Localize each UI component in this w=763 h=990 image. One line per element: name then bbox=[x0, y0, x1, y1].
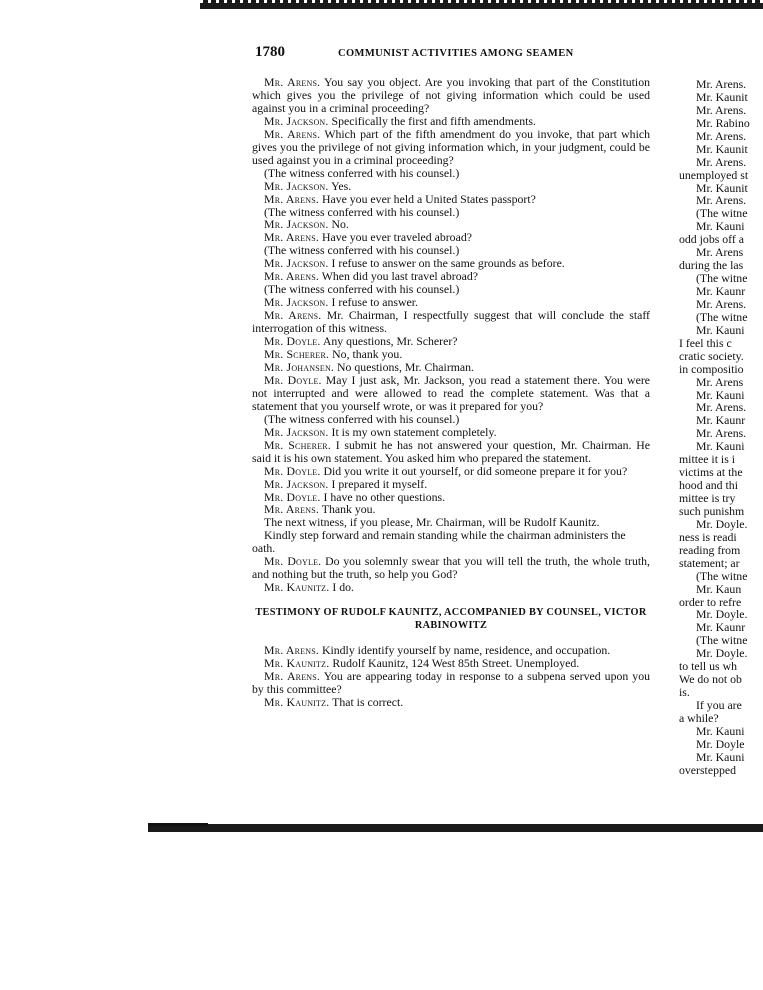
fragment-line: overstepped bbox=[679, 762, 736, 777]
fragment-line: cratic society. bbox=[679, 348, 744, 363]
fragment-line: Mr. Arens. bbox=[696, 193, 747, 208]
main-text-column bbox=[252, 76, 650, 709]
paragraph-text: The next witness, if you please, Mr. Chairman, will be Rudolf Kaunitz. bbox=[264, 515, 600, 530]
speaker-name: Mr. Jackson. bbox=[264, 217, 329, 232]
fragment-line: Mr. Arens. bbox=[696, 426, 747, 441]
fragment-line: odd jobs off a bbox=[679, 232, 744, 247]
fragment-line: Mr. Arens. bbox=[696, 296, 747, 311]
fragment-line: If you are bbox=[696, 698, 742, 712]
fragment-line: Mr. Kauni bbox=[696, 439, 745, 454]
speaker-name: Mr. Doyle. bbox=[264, 372, 322, 387]
fragment-line: mittee it is i bbox=[679, 452, 736, 467]
paragraph-text: Which part of the fifth amendment do you invoke, that part which gives you the privilege of not giving information which, in your judgment, could be used against you in a criminal proceeding? bbox=[252, 126, 650, 167]
bottom-scan-border-tip bbox=[148, 823, 208, 826]
fragment-line: order to refre bbox=[679, 594, 742, 609]
fragment-line: (The witne bbox=[696, 206, 748, 221]
transcript-paragraph bbox=[252, 696, 650, 709]
paragraph-text: I have no other questions. bbox=[320, 489, 446, 504]
paragraph-text: When did you last travel abroad? bbox=[319, 269, 478, 284]
fragment-line: Mr. Arens bbox=[696, 245, 744, 260]
fragment-line: (The witne bbox=[696, 309, 748, 324]
fragment-line: Mr. Kaunit bbox=[696, 180, 748, 195]
paragraph-text: Did you write it out yourself, or did someone prepare it for you? bbox=[320, 463, 628, 478]
speaker-name: Mr. Arens. bbox=[264, 230, 319, 245]
fragment-line: Mr. Kauni bbox=[696, 387, 745, 402]
paragraph-text: No. bbox=[328, 217, 349, 232]
fragment-line: (The witne bbox=[696, 633, 748, 648]
speaker-name: Mr. Kaunitz. bbox=[264, 694, 330, 709]
fragment-line: statement; ar bbox=[679, 555, 740, 570]
speaker-name: Mr. Arens. bbox=[264, 269, 319, 284]
transcript-paragraph bbox=[252, 76, 650, 115]
adjacent-page-fragment-column bbox=[679, 78, 763, 777]
paragraph-text: (The witness conferred with his counsel.) bbox=[264, 204, 460, 219]
paragraph-text: I submit he has not answered your question, Mr. Chairman. He said it is his own statement. You asked him who prepared the statement. bbox=[252, 437, 650, 465]
transcript-paragraph bbox=[252, 670, 650, 696]
paragraph-text: I do. bbox=[329, 580, 354, 595]
fragment-line: I feel this c bbox=[679, 335, 732, 350]
speaker-name: Mr. Doyle. bbox=[264, 463, 321, 478]
paragraph-text: (The witness conferred with his counsel.) bbox=[264, 411, 460, 426]
transcript-paragraphs-after-heading bbox=[252, 644, 650, 709]
fragment-line: (The witne bbox=[696, 271, 748, 286]
fragment-line: unemployed st bbox=[679, 167, 749, 182]
speaker-name: Mr. Arens. bbox=[264, 75, 321, 89]
paragraph-text: No, thank you. bbox=[329, 347, 403, 362]
fragment-line: Mr. Arens. bbox=[696, 128, 747, 143]
fragment-line: Mr. Kaun bbox=[696, 581, 742, 596]
fragment-line: Mr. Rabino bbox=[696, 115, 750, 130]
paragraph-text: Specifically the first and fifth amendments. bbox=[328, 113, 536, 128]
paragraph-text: That is correct. bbox=[329, 694, 404, 709]
fragment-line: Mr. Doyle. bbox=[696, 646, 748, 661]
speaker-name: Mr. Johansen. bbox=[264, 359, 335, 374]
fragment-line: (The witne bbox=[696, 568, 748, 583]
paragraph-text: Kindly identify yourself by name, residence, and occupation. bbox=[319, 643, 611, 658]
fragment-line: Mr. Kauni bbox=[696, 723, 745, 738]
fragment-line: in compositio bbox=[679, 361, 744, 376]
speaker-name: Mr. Jackson. bbox=[264, 424, 329, 439]
speaker-name: Mr. Jackson. bbox=[264, 476, 329, 491]
speaker-name: Mr. Arens. bbox=[264, 502, 319, 517]
speaker-name: Mr. Doyle. bbox=[264, 334, 321, 349]
paragraph-text: (The witness conferred with his counsel.) bbox=[264, 282, 460, 297]
fragment-line: Mr. Arens. bbox=[696, 400, 747, 415]
fragment-line: such punishm bbox=[679, 503, 745, 518]
paragraph-text: May I just ask, Mr. Jackson, you read a statement there. You were not interrupted and were allowed to read the complete statement. Was that a statement that you yourself wrote, or was it prepared for you? bbox=[252, 372, 650, 413]
speaker-name: Mr. Jackson. bbox=[264, 113, 329, 128]
paragraph-text: It is my own statement completely. bbox=[328, 424, 497, 439]
paragraph-text: Do you solemnly swear that you will tell the truth, the whole truth, and nothing but the truth, so help you God? bbox=[252, 554, 650, 582]
fragment-line: Mr. Kaunit bbox=[696, 141, 748, 156]
transcript-paragraph bbox=[252, 374, 650, 413]
fragment-line: is. bbox=[679, 685, 690, 700]
speaker-name: Mr. Arens. bbox=[264, 669, 321, 684]
speaker-name: Mr. Scherer. bbox=[264, 347, 330, 362]
fragment-line: Mr. Kaunit bbox=[696, 89, 748, 104]
fragment-line: Mr. Doyle bbox=[696, 736, 745, 751]
transcript-paragraph bbox=[252, 555, 650, 581]
paragraph-text: Yes. bbox=[328, 178, 352, 193]
speaker-name: Mr. Scherer. bbox=[264, 437, 331, 452]
speaker-name: Mr. Jackson. bbox=[264, 295, 329, 310]
paragraph-text: You say you object. Are you invoking that part of the Constitution which gives you the privilege of not giving information which could be used against you in a criminal proceeding? bbox=[252, 75, 650, 115]
running-head: COMMUNIST ACTIVITIES AMONG SEAMEN bbox=[338, 48, 574, 59]
page-header bbox=[255, 44, 655, 64]
section-heading: TESTIMONY OF RUDOLF KAUNITZ, ACCOMPANIED BY COUNSEL, VICTOR RABINOWITZ bbox=[255, 607, 647, 632]
fragment-line: hood and thi bbox=[679, 478, 738, 493]
speaker-name: Mr. Jackson. bbox=[264, 256, 329, 271]
paragraph-text: Any questions, Mr. Scherer? bbox=[320, 334, 458, 349]
top-scan-border-perforation bbox=[200, 0, 763, 3]
fragment-line: Mr. Doyle. bbox=[696, 516, 748, 531]
fragment-line: Mr. Kaunr bbox=[696, 284, 746, 298]
transcript-paragraphs bbox=[252, 76, 650, 594]
fragment-line: a while? bbox=[679, 710, 719, 725]
paragraph-text: You are appearing today in response to a subpena served upon you by this committee? bbox=[252, 669, 650, 696]
transcript-paragraph bbox=[252, 128, 650, 167]
bottom-scan-border bbox=[148, 824, 763, 832]
paragraph-text: Rudolf Kaunitz, 124 West 85th Street. Unemployed. bbox=[329, 656, 580, 671]
fragment-line: Mr. Arens. bbox=[696, 102, 747, 117]
paragraph-text: I prepared it myself. bbox=[328, 476, 428, 491]
paragraph-text: Have you ever traveled abroad? bbox=[319, 230, 472, 245]
paragraph-text: Thank you. bbox=[319, 502, 376, 517]
stage-direction bbox=[252, 529, 650, 555]
fragment-line: Mr. Kauni bbox=[696, 219, 745, 234]
transcript-paragraph bbox=[252, 581, 650, 594]
fragment-line: Mr. Kauni bbox=[696, 749, 745, 764]
fragment-line: victims at the bbox=[679, 465, 743, 480]
fragment-line: Mr. Doyle. bbox=[696, 607, 748, 622]
fragment-line: Mr. Arens. bbox=[696, 78, 747, 91]
fragment-line: Mr. Kaunr bbox=[696, 413, 746, 428]
fragment-line: reading from bbox=[679, 542, 741, 557]
speaker-name: Mr. Arens. bbox=[264, 126, 321, 141]
transcript-paragraph bbox=[252, 439, 650, 465]
paragraph-text: Kindly step forward and remain standing while the chairman administers the oath. bbox=[252, 528, 626, 556]
fragment-line: mittee is try bbox=[679, 491, 736, 505]
page-number: 1780 bbox=[255, 44, 285, 60]
fragment-line: Mr. Kaunr bbox=[696, 620, 746, 635]
paragraph-text: No questions, Mr. Chairman. bbox=[334, 359, 475, 374]
paragraph-text: Have you ever held a United States passport? bbox=[319, 191, 536, 206]
paragraph-text: I refuse to answer. bbox=[328, 295, 418, 310]
paragraph-text: (The witness conferred with his counsel.) bbox=[264, 243, 460, 258]
speaker-name: Mr. Arens. bbox=[264, 308, 322, 323]
speaker-name: Mr. Jackson. bbox=[264, 178, 329, 193]
paragraph-text: I refuse to answer on the same grounds as before. bbox=[328, 256, 565, 271]
fragment-line: ness is readi bbox=[679, 529, 737, 544]
paragraph-text: (The witness conferred with his counsel.) bbox=[264, 165, 460, 180]
transcript-paragraph bbox=[252, 309, 650, 335]
speaker-name: Mr. Doyle. bbox=[264, 489, 321, 504]
fragment-line: Mr. Arens. bbox=[696, 154, 747, 169]
fragment-line: Mr. Kauni bbox=[696, 322, 745, 337]
fragment-line: to tell us wh bbox=[679, 659, 737, 674]
speaker-name: Mr. Arens. bbox=[264, 191, 319, 206]
speaker-name: Mr. Kaunitz. bbox=[264, 580, 330, 595]
paragraph-text: Mr. Chairman, I respectfully suggest that will conclude the staff interrogation of this witness. bbox=[252, 308, 650, 336]
fragment-line: We do not ob bbox=[679, 672, 742, 687]
fragment-line: during the las bbox=[679, 258, 744, 273]
speaker-name: Mr. Arens. bbox=[264, 643, 319, 658]
speaker-name: Mr. Kaunitz. bbox=[264, 656, 330, 671]
speaker-name: Mr. Doyle. bbox=[264, 554, 322, 569]
fragment-line: Mr. Arens bbox=[696, 374, 744, 389]
